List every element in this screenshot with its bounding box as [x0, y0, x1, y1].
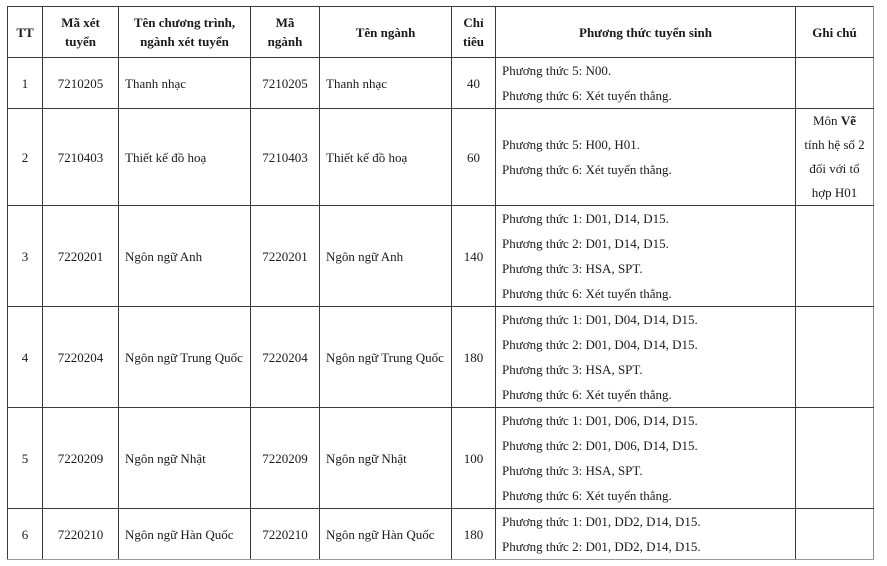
note-line3: đối với tổ [809, 161, 860, 176]
cell-ma-xet-tuyen: 7210205 [43, 58, 119, 109]
method-line: Phương thức 6: Xét tuyển thẳng. [502, 88, 672, 103]
cell-ma-nganh: 7220204 [251, 307, 320, 408]
cell-phuong-thuc [496, 408, 796, 509]
header-ten-chuong-trinh-line1: Tên chương trình, [133, 15, 236, 30]
header-ghi-chu [796, 7, 874, 58]
method-line: Phương thức 5: N00. [502, 63, 612, 78]
cell-chi-tieu: 40 [452, 58, 496, 109]
header-ten-chuong-trinh [119, 7, 251, 58]
method-line: Phương thức 2: D01, D06, D14, D15. [502, 438, 698, 453]
header-ma-xet-tuyen [43, 7, 119, 58]
method-line: Phương thức 1: D01, DD2, D14, D15. [502, 514, 701, 529]
cell-ten-chuong-trinh: Ngôn ngữ Hàn Quốc [119, 509, 251, 560]
cell-ghi-chu [796, 509, 874, 560]
cell-ma-nganh: 7210403 [251, 109, 320, 206]
header-ma-nganh [251, 7, 320, 58]
note-prefix: Môn [813, 113, 841, 128]
method-line: Phương thức 1: D01, D14, D15. [502, 211, 669, 226]
method-line: Phương thức 5: H00, H01. [502, 137, 640, 152]
table-row [8, 509, 874, 560]
header-ten-nganh-label: Tên ngành [355, 24, 416, 40]
cell-tt: 2 [8, 109, 43, 206]
cell-ma-xet-tuyen: 7220209 [43, 408, 119, 509]
method-line: Phương thức 6: Xét tuyển thẳng. [502, 488, 672, 503]
header-ma-xet-tuyen-line1: Mã xét [61, 15, 100, 30]
cell-ma-nganh: 7220201 [251, 206, 320, 307]
header-tt-label: TT [16, 24, 34, 40]
method-line: Phương thức 3: HSA, SPT. [502, 261, 643, 276]
header-phuong-thuc [496, 7, 796, 58]
cell-chi-tieu: 60 [452, 109, 496, 206]
cell-tt: 4 [8, 307, 43, 408]
cell-ten-nganh: Thanh nhạc [320, 58, 452, 109]
cell-phuong-thuc [496, 509, 796, 560]
cell-phuong-thuc [496, 58, 796, 109]
method-line: Phương thức 2: D01, DD2, D14, D15. [502, 539, 701, 554]
cell-ma-nganh: 7220210 [251, 509, 320, 560]
cell-ten-nganh: Ngôn ngữ Trung Quốc [320, 307, 452, 408]
cell-chi-tieu: 180 [452, 509, 496, 560]
cell-ghi-chu [796, 307, 874, 408]
cell-phuong-thuc [496, 206, 796, 307]
header-chi-tieu-line1: Chỉ [463, 15, 484, 30]
method-line: Phương thức 3: HSA, SPT. [502, 362, 643, 377]
method-line: Phương thức 2: D01, D04, D14, D15. [502, 337, 698, 352]
cell-ma-xet-tuyen: 7220210 [43, 509, 119, 560]
cell-tt: 6 [8, 509, 43, 560]
cell-ghi-chu [796, 206, 874, 307]
cell-tt: 1 [8, 58, 43, 109]
cell-ten-chuong-trinh: Ngôn ngữ Nhật [119, 408, 251, 509]
cell-ma-xet-tuyen: 7210403 [43, 109, 119, 206]
cell-tt: 5 [8, 408, 43, 509]
header-ghi-chu-label: Ghi chú [812, 24, 857, 40]
cell-ten-nganh: Ngôn ngữ Hàn Quốc [320, 509, 452, 560]
cell-phuong-thuc [496, 109, 796, 206]
cell-phuong-thuc [496, 307, 796, 408]
header-ma-xet-tuyen-line2: tuyển [64, 34, 97, 49]
method-line: Phương thức 1: D01, D04, D14, D15. [502, 312, 698, 327]
cell-ma-xet-tuyen: 7220204 [43, 307, 119, 408]
note-subject: Vẽ [840, 113, 856, 128]
header-chi-tieu [452, 7, 496, 58]
header-ten-chuong-trinh-line2: ngành xét tuyển [140, 34, 229, 49]
cell-ma-nganh: 7220209 [251, 408, 320, 509]
method-line: Phương thức 2: D01, D14, D15. [502, 236, 669, 251]
admissions-table [7, 6, 874, 560]
table-row [8, 206, 874, 307]
cell-ghi-chu [796, 109, 874, 206]
method-line: Phương thức 6: Xét tuyển thẳng. [502, 387, 672, 402]
note-line2: tính hệ số 2 [804, 137, 865, 152]
header-ten-nganh [320, 7, 452, 58]
cell-ten-chuong-trinh: Ngôn ngữ Trung Quốc [119, 307, 251, 408]
cell-ten-nganh: Thiết kế đồ hoạ [320, 109, 452, 206]
header-phuong-thuc-label: Phương thức tuyển sinh [579, 24, 712, 40]
cell-chi-tieu: 180 [452, 307, 496, 408]
cell-ten-chuong-trinh: Thiết kế đồ hoạ [119, 109, 251, 206]
table-row [8, 58, 874, 109]
cell-ten-chuong-trinh: Thanh nhạc [119, 58, 251, 109]
header-ma-nganh-line1: Mã [275, 15, 295, 30]
note-line4: hợp H01 [811, 185, 858, 200]
cell-tt: 3 [8, 206, 43, 307]
method-line: Phương thức 3: HSA, SPT. [502, 463, 643, 478]
cell-ghi-chu [796, 408, 874, 509]
table-row [8, 307, 874, 408]
table-row [8, 408, 874, 509]
table-row [8, 109, 874, 206]
header-tt [8, 7, 43, 58]
cell-chi-tieu: 100 [452, 408, 496, 509]
header-chi-tieu-line2: tiêu [463, 34, 484, 49]
header-ma-nganh-line2: ngành [267, 34, 303, 49]
cell-ma-nganh: 7210205 [251, 58, 320, 109]
cell-ma-xet-tuyen: 7220201 [43, 206, 119, 307]
method-line: Phương thức 6: Xét tuyển thẳng. [502, 286, 672, 301]
method-line: Phương thức 1: D01, D06, D14, D15. [502, 413, 698, 428]
cell-chi-tieu: 140 [452, 206, 496, 307]
cell-ten-nganh: Ngôn ngữ Anh [320, 206, 452, 307]
cell-ten-chuong-trinh: Ngôn ngữ Anh [119, 206, 251, 307]
cell-ten-nganh: Ngôn ngữ Nhật [320, 408, 452, 509]
method-line: Phương thức 6: Xét tuyển thẳng. [502, 162, 672, 177]
cell-ghi-chu [796, 58, 874, 109]
header-row [8, 7, 874, 58]
